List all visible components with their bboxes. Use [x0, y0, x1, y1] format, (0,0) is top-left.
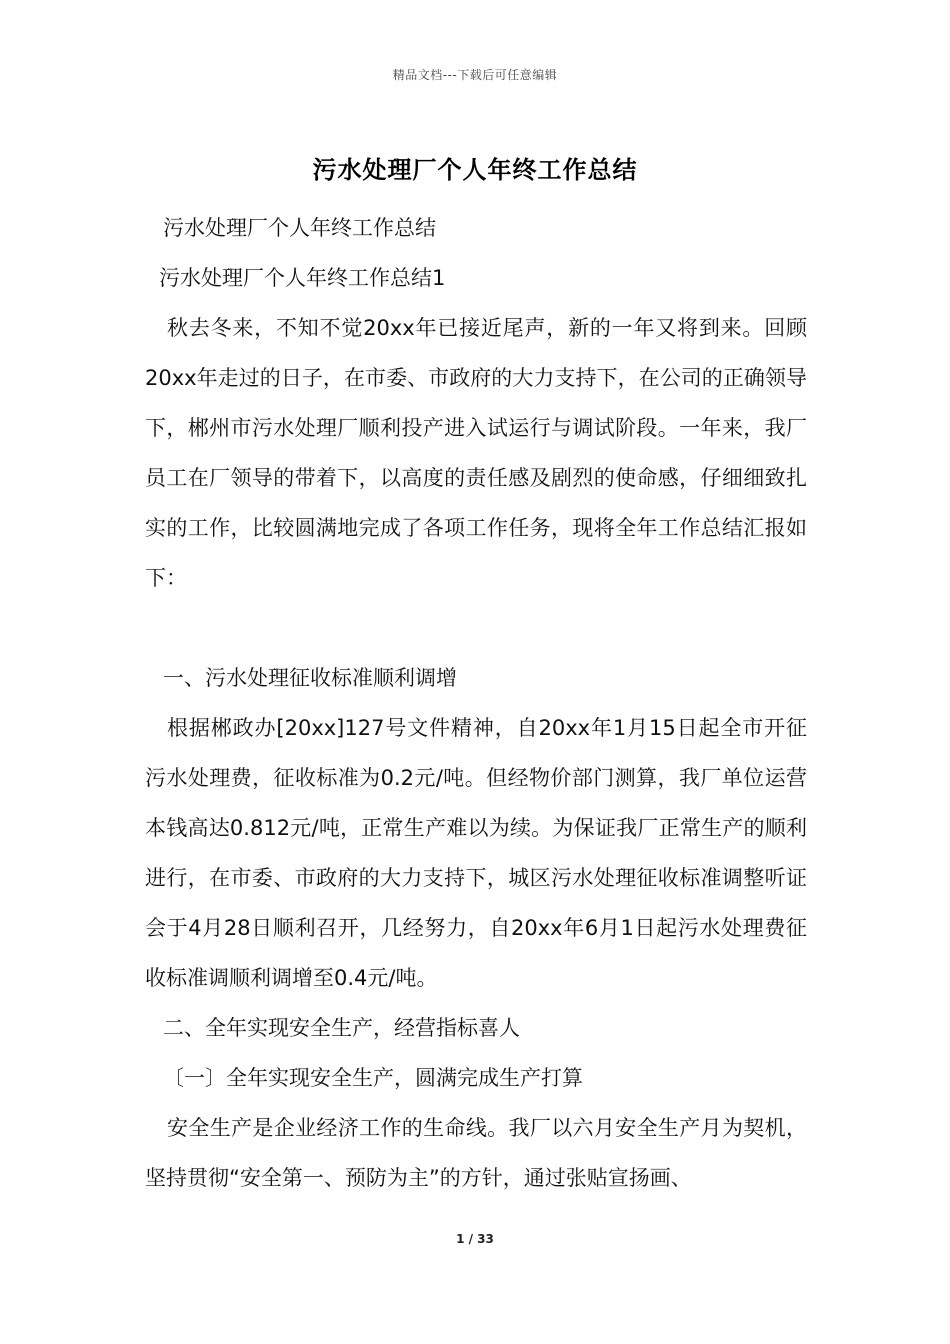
body-paragraph: 秋去冬来，不知不觉20xx年已接近尾声，新的一年又将到来。回顾20xx年走过的日子，在市委、市政府的大力支持下，在公司的正确领导下，郴州市污水处理厂顺利投产进入试运行与调试阶段。一年来，我厂员工在厂领导的带着下，以高度的责任感及剧烈的使命感，仔细细致扎实的工作，比较圆满地完成了各项工作任务，现将全年工作总结汇报如下： — [145, 316, 807, 590]
section-heading-paragraph: 二、全年实现安全生产，经营指标喜人 — [163, 1016, 520, 1040]
section-heading-paragraph: 一、污水处理征收标准顺利调增 — [163, 666, 457, 690]
subsection-heading-paragraph: 〔一〕全年实现安全生产，圆满完成生产打算 — [163, 1066, 583, 1090]
page-header: 精品文档---下载后可任意编辑 — [392, 68, 558, 82]
page-number: 1 / 33 — [456, 1232, 494, 1246]
document-body — [145, 203, 807, 1203]
section-heading-paragraph: 污水处理厂个人年终工作总结1 — [159, 266, 446, 290]
subtitle-paragraph: 污水处理厂个人年终工作总结 — [163, 216, 436, 240]
body-paragraph: 安全生产是企业经济工作的生命线。我厂以六月安全生产月为契机，坚持贯彻“安全第一、预防为主”的方针，通过张贴宣扬画、 — [145, 1116, 807, 1190]
paragraph-spacer — [145, 603, 807, 653]
document-title: 污水处理厂个人年终工作总结 — [312, 156, 638, 184]
body-paragraph: 根据郴政办[20xx]127号文件精神，自20xx年1月15日起全市开征污水处理费，征收标准为0.2元/吨。但经物价部门测算，我厂单位运营本钱高达0.812元/吨，正常生产难以为续。为保证我厂正常生产的顺利进行，在市委、市政府的大力支持下，城区污水处理征收标准调整听证会于4月28日顺利召开，几经努力，自20xx年6月1日起污水处理费征收标准调顺利调增至0.4元/吨。 — [145, 716, 807, 990]
